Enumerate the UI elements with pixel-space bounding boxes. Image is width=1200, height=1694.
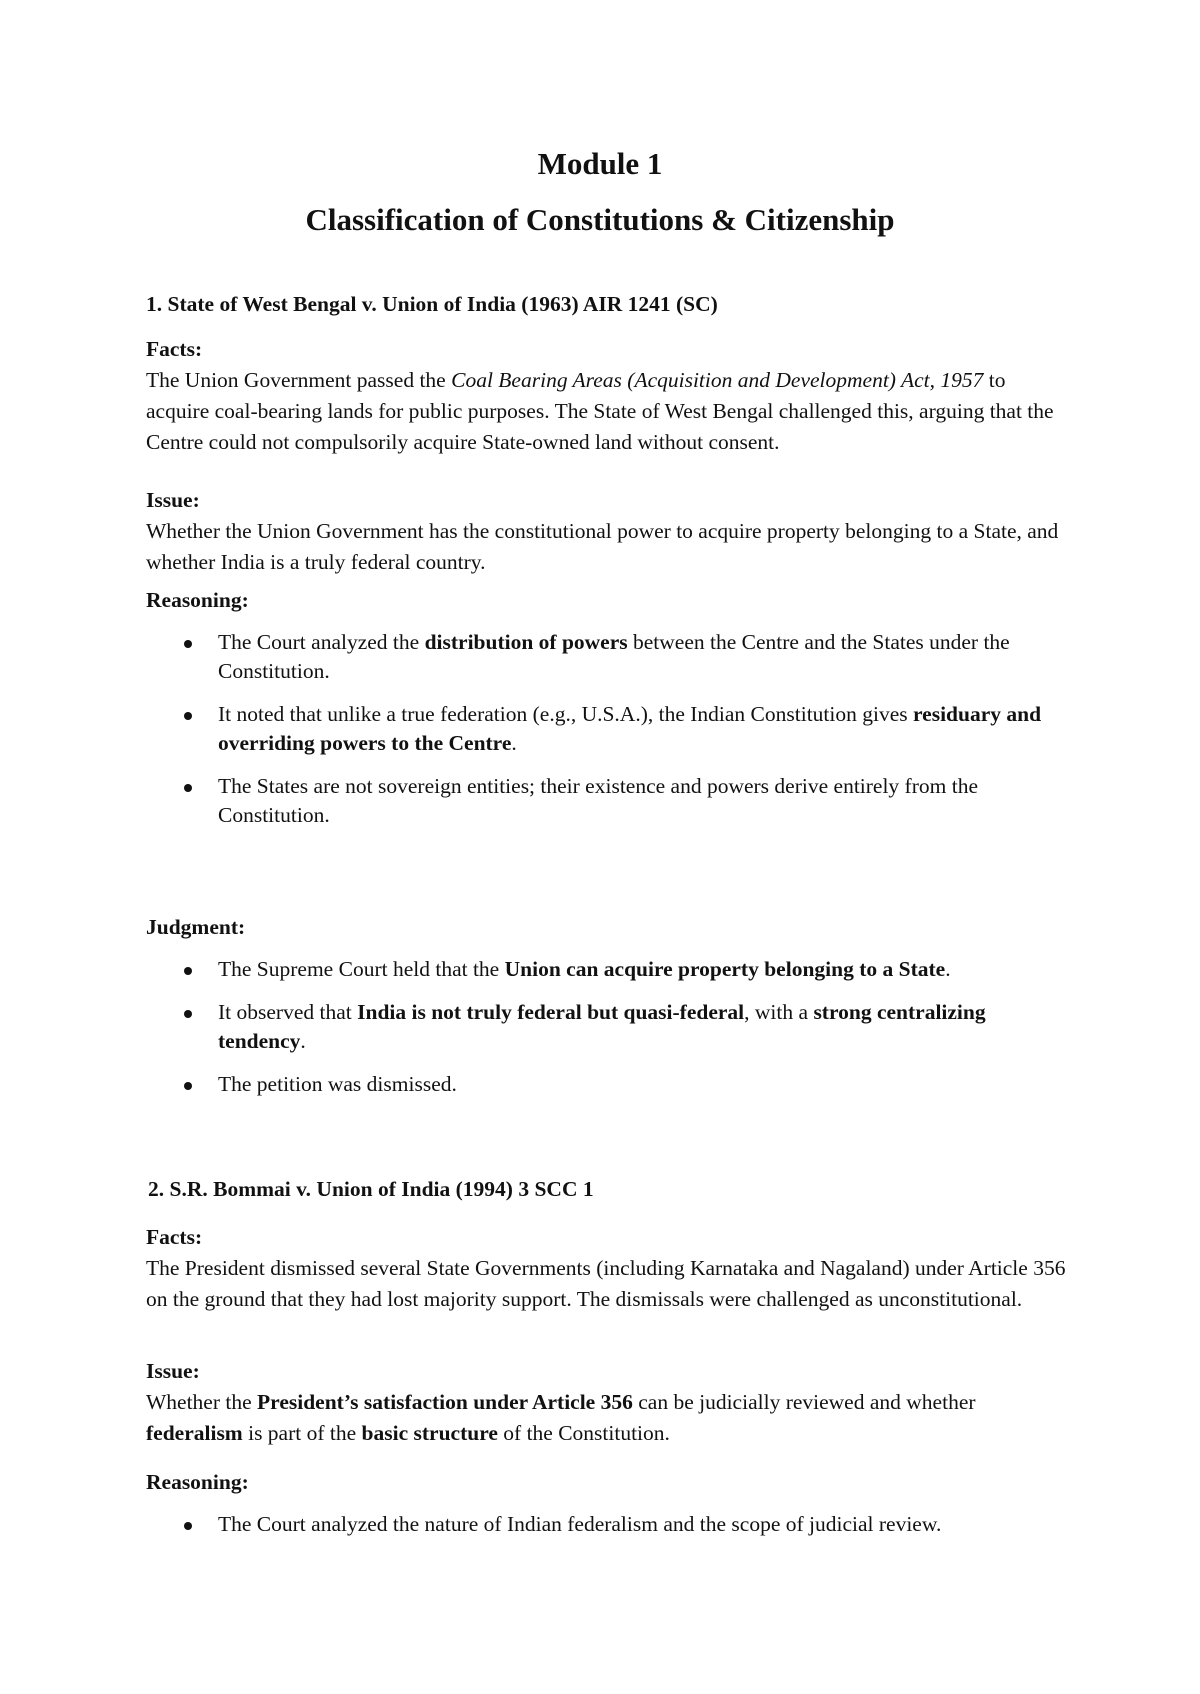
reasoning-label: Reasoning: [146, 1470, 249, 1494]
facts-text: The Union Government passed the Coal Bearing Areas (Acquisition and Development) Act, 1957 to acquire coal-bearing lands for public purposes. The State of West Bengal challenged this, arguing that the Centre could not compulsorily acquire State-owned land without consent. [146, 368, 1054, 454]
bullet-icon [184, 712, 192, 720]
case-1-heading-block [146, 289, 1066, 320]
case-2-heading-block [148, 1174, 1068, 1205]
case-1-heading: 1. State of West Bengal v. Union of India (1963) AIR 1241 (SC) [146, 292, 718, 316]
case-1-reasoning [146, 585, 1066, 846]
list-item: The States are not sovereign entities; their existence and powers derive entirely from the Constitution. [146, 772, 1066, 830]
list-item: The Court analyzed the distribution of powers between the Centre and the States under the Constitution. [146, 628, 1066, 686]
case-2-heading: 2. S.R. Bommai v. Union of India (1994) 3 SCC 1 [148, 1177, 594, 1201]
issue-text: Whether the Union Government has the constitutional power to acquire property belonging to a State, and whether India is a truly federal country. [146, 519, 1059, 574]
case-2-facts [146, 1222, 1066, 1315]
act-name: Coal Bearing Areas (Acquisition and Development) Act, 1957 [451, 368, 984, 392]
case-1-judgment [146, 912, 1066, 1115]
judgment-label: Judgment: [146, 915, 246, 939]
bullet-icon [184, 1522, 192, 1530]
list-item: It noted that unlike a true federation (e.g., U.S.A.), the Indian Constitution gives residuary and overriding powers to the Centre. [146, 700, 1066, 758]
issue-label: Issue: [146, 488, 200, 512]
list-item: The petition was dismissed. [146, 1070, 1066, 1099]
case-1-issue [146, 485, 1066, 578]
case-2-reasoning [146, 1467, 1066, 1555]
case-1-facts [146, 334, 1066, 458]
module-subtitle: Classification of Constitutions & Citizenship [305, 202, 895, 237]
reasoning-label: Reasoning: [146, 588, 249, 612]
bullet-icon [184, 967, 192, 975]
issue-label: Issue: [146, 1359, 200, 1383]
list-item: It observed that India is not truly federal but quasi-federal, with a strong centralizing tendency. [146, 998, 1066, 1056]
case-2-issue [146, 1356, 1066, 1449]
bullet-icon [184, 640, 192, 648]
reasoning-list [146, 628, 1066, 830]
bullet-icon [184, 1082, 192, 1090]
facts-label: Facts: [146, 337, 203, 361]
facts-label: Facts: [146, 1225, 203, 1249]
reasoning-list [146, 1510, 1066, 1539]
list-item: The Court analyzed the nature of Indian federalism and the scope of judicial review. [146, 1510, 1066, 1539]
bullet-icon [184, 784, 192, 792]
judgment-list [146, 955, 1066, 1099]
bullet-icon [184, 1010, 192, 1018]
issue-text: Whether the President’s satisfaction under Article 356 can be judicially reviewed and whether federalism is part of the basic structure of the Constitution. [146, 1390, 976, 1445]
facts-text: The President dismissed several State Governments (including Karnataka and Nagaland) under Article 356 on the ground that they had lost majority support. The dismissals were challenged as unconstitutional. [146, 1256, 1066, 1311]
list-item: The Supreme Court held that the Union can acquire property belonging to a State. [146, 955, 1066, 984]
module-title: Module 1 [537, 146, 663, 181]
